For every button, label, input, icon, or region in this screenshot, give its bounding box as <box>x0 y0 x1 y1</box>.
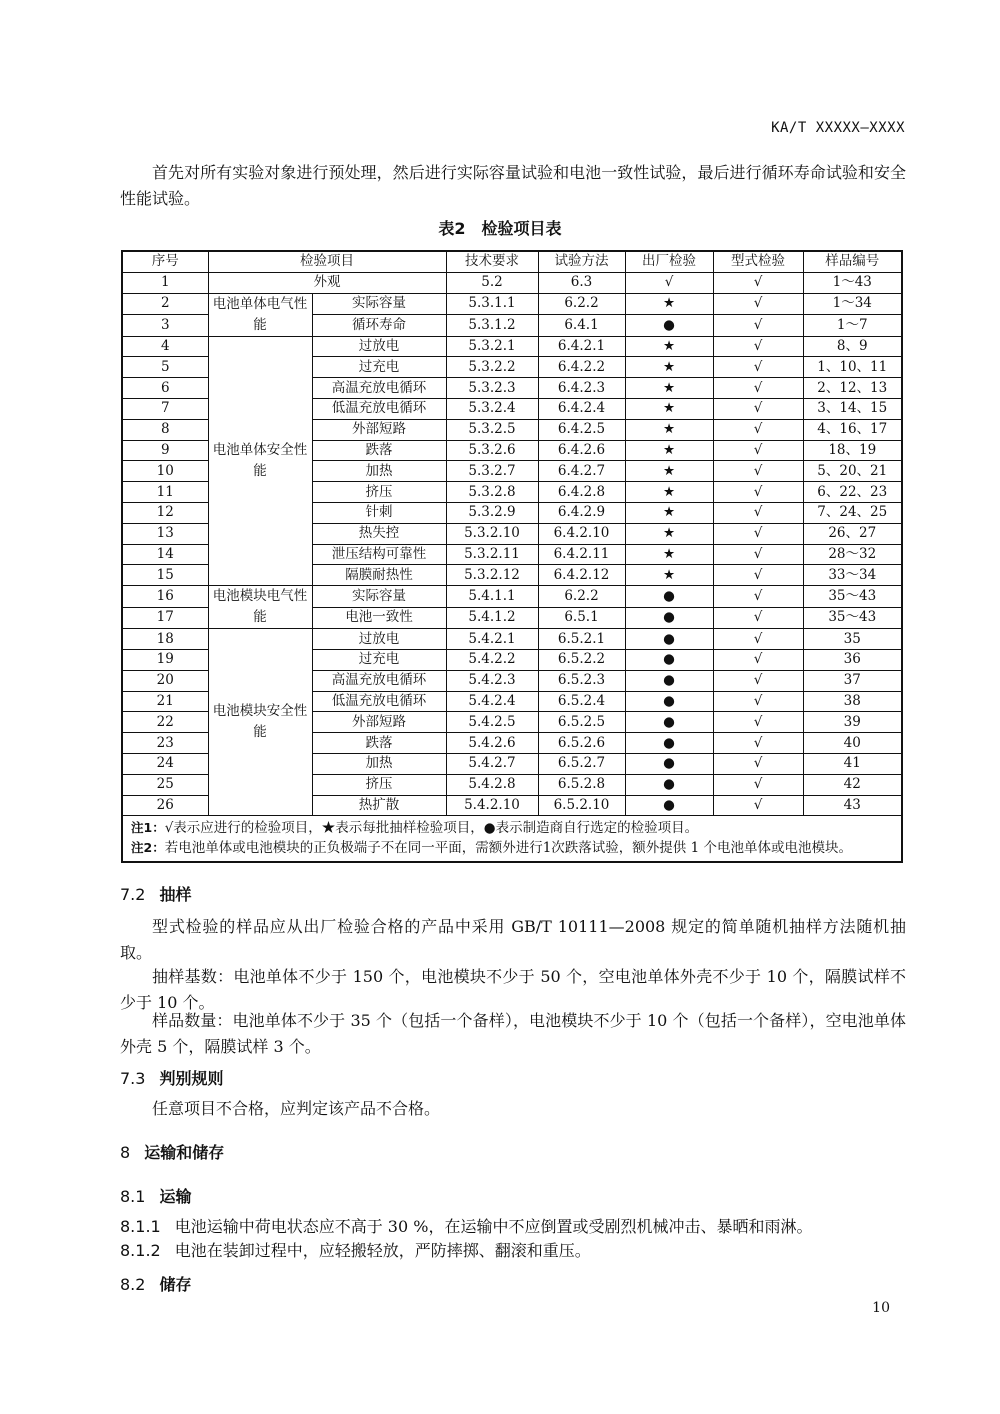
note-1: 注1：√表示应进行的检验项目，★表示每批抽样检验项目，●表示制造商自行选定的检验项目。 <box>131 820 699 837</box>
type-inspection: √ <box>713 293 803 315</box>
type-inspection: √ <box>713 629 803 650</box>
type-inspection: √ <box>713 774 803 795</box>
note-2: 注2：若电池单体或电池模块的正负极端子不在同一平面，需额外进行1次跌落试验，额外提供 1 个电池单体或电池模块。 <box>131 840 852 857</box>
type-inspection: √ <box>713 461 803 482</box>
row-number: 20 <box>122 670 208 691</box>
method: 6.3 <box>538 272 625 293</box>
section-8-2-heading: 8.2 储存 <box>120 1275 192 1294</box>
requirement: 5.3.2.8 <box>446 482 538 503</box>
requirement: 5.3.2.2 <box>446 357 538 378</box>
factory-inspection: ● <box>625 774 713 795</box>
type-inspection: √ <box>713 482 803 503</box>
method: 6.4.2.11 <box>538 544 625 565</box>
inspection-item: 挤压 <box>312 482 446 503</box>
row-number: 18 <box>122 629 208 650</box>
factory-inspection: ● <box>625 670 713 691</box>
inspection-item: 低温充放电循环 <box>312 398 446 419</box>
section-8-heading: 8 运输和储存 <box>120 1143 225 1162</box>
requirement: 5.3.2.11 <box>446 544 538 565</box>
table-row <box>122 272 902 293</box>
inspection-items-table <box>121 250 903 863</box>
sample-numbers: 18、19 <box>803 440 902 461</box>
header-type-inspection: 型式检验 <box>713 251 803 272</box>
section-7-2-paragraph-1: 型式检验的样品应从出厂检验合格的产品中采用 GB/T 10111—2008 规定的简单随机抽样方法随机抽取。 <box>120 917 906 962</box>
sample-numbers: 1～43 <box>803 272 902 293</box>
section-7-2-paragraph-3: 样品数量：电池单体不少于 35 个（包括一个备样），电池模块不少于 10 个（包括一个备样），空电池单体外壳 5 个，隔膜试样 3 个。 <box>120 1011 906 1056</box>
factory-inspection: ● <box>625 733 713 754</box>
factory-inspection: ● <box>625 315 713 337</box>
factory-inspection: ● <box>625 691 713 712</box>
factory-inspection: ● <box>625 586 713 608</box>
method: 6.5.2.5 <box>538 712 625 733</box>
header-factory-inspection: 出厂检验 <box>625 251 713 272</box>
method: 6.5.2.1 <box>538 629 625 650</box>
inspection-item: 低温充放电循环 <box>312 691 446 712</box>
sample-numbers: 36 <box>803 649 902 670</box>
row-number: 12 <box>122 502 208 523</box>
type-inspection: √ <box>713 733 803 754</box>
type-inspection: √ <box>713 544 803 565</box>
inspection-item: 外观 <box>208 272 446 293</box>
inspection-item: 高温充放电循环 <box>312 378 446 399</box>
method: 6.5.1 <box>538 607 625 629</box>
row-number: 9 <box>122 440 208 461</box>
inspection-item: 挤压 <box>312 774 446 795</box>
inspection-item: 实际容量 <box>312 293 446 315</box>
row-number: 17 <box>122 607 208 629</box>
requirement: 5.3.2.10 <box>446 523 538 544</box>
section-7-2-heading: 7.2 抽样 <box>120 885 192 904</box>
section-7-3-heading: 7.3 判别规则 <box>120 1069 224 1088</box>
method: 6.5.2.3 <box>538 670 625 691</box>
method: 6.5.2.4 <box>538 691 625 712</box>
inspection-item: 高温充放电循环 <box>312 670 446 691</box>
requirement: 5.4.2.4 <box>446 691 538 712</box>
inspection-group: 电池单体安全性能 <box>208 336 312 586</box>
row-number: 3 <box>122 315 208 337</box>
factory-inspection: ★ <box>625 523 713 544</box>
header-method: 试验方法 <box>538 251 625 272</box>
section-8-1-heading: 8.1 运输 <box>120 1187 192 1206</box>
factory-inspection: ★ <box>625 502 713 523</box>
method: 6.4.2.8 <box>538 482 625 503</box>
method: 6.2.2 <box>538 293 625 315</box>
type-inspection: √ <box>713 272 803 293</box>
table-row <box>122 586 902 608</box>
row-number: 5 <box>122 357 208 378</box>
section-7-3-paragraph: 任意项目不合格，应判定该产品不合格。 <box>152 1099 441 1118</box>
factory-inspection: ● <box>625 607 713 629</box>
sample-numbers: 26、27 <box>803 523 902 544</box>
inspection-item: 热扩散 <box>312 795 446 816</box>
inspection-item: 过放电 <box>312 629 446 650</box>
inspection-item: 过充电 <box>312 649 446 670</box>
type-inspection: √ <box>713 586 803 608</box>
row-number: 7 <box>122 398 208 419</box>
type-inspection: √ <box>713 315 803 337</box>
method: 6.4.2.12 <box>538 565 625 586</box>
type-inspection: √ <box>713 712 803 733</box>
header-sample-numbers: 样品编号 <box>803 251 902 272</box>
method: 6.4.2.9 <box>538 502 625 523</box>
row-number: 22 <box>122 712 208 733</box>
table-notes <box>122 816 902 863</box>
type-inspection: √ <box>713 502 803 523</box>
inspection-item: 加热 <box>312 753 446 774</box>
header-requirement: 技术要求 <box>446 251 538 272</box>
factory-inspection: ★ <box>625 565 713 586</box>
inspection-group: 电池模块安全性能 <box>208 629 312 816</box>
type-inspection: √ <box>713 649 803 670</box>
inspection-item: 针刺 <box>312 502 446 523</box>
document-code: KA/T XXXXX—XXXX <box>771 120 905 136</box>
factory-inspection: ★ <box>625 482 713 503</box>
header-item: 检验项目 <box>208 251 446 272</box>
sample-numbers: 1～34 <box>803 293 902 315</box>
sample-numbers: 2、12、13 <box>803 378 902 399</box>
method: 6.4.1 <box>538 315 625 337</box>
method: 6.2.2 <box>538 586 625 608</box>
row-number: 10 <box>122 461 208 482</box>
factory-inspection: ★ <box>625 378 713 399</box>
factory-inspection: ● <box>625 753 713 774</box>
row-number: 4 <box>122 336 208 357</box>
method: 6.4.2.5 <box>538 419 625 440</box>
sample-numbers: 1、10、11 <box>803 357 902 378</box>
method: 6.4.2.4 <box>538 398 625 419</box>
requirement: 5.3.2.12 <box>446 565 538 586</box>
inspection-item: 跌落 <box>312 733 446 754</box>
sample-numbers: 35～43 <box>803 607 902 629</box>
method: 6.5.2.7 <box>538 753 625 774</box>
sample-numbers: 4、16、17 <box>803 419 902 440</box>
method: 6.4.2.10 <box>538 523 625 544</box>
sample-numbers: 28～32 <box>803 544 902 565</box>
requirement: 5.4.2.6 <box>446 733 538 754</box>
sample-numbers: 5、20、21 <box>803 461 902 482</box>
factory-inspection: ● <box>625 712 713 733</box>
factory-inspection: ★ <box>625 357 713 378</box>
row-number: 16 <box>122 586 208 608</box>
clause-8-1-2: 8.1.2 电池在装卸过程中，应轻搬轻放，严防摔掷、翻滚和重压。 <box>120 1241 591 1260</box>
type-inspection: √ <box>713 565 803 586</box>
requirement: 5.4.2.5 <box>446 712 538 733</box>
inspection-item: 循环寿命 <box>312 315 446 337</box>
inspection-item: 热失控 <box>312 523 446 544</box>
sample-numbers: 1～7 <box>803 315 902 337</box>
inspection-item: 电池一致性 <box>312 607 446 629</box>
row-number: 24 <box>122 753 208 774</box>
sample-numbers: 42 <box>803 774 902 795</box>
table-notes-row <box>122 816 902 863</box>
row-number: 1 <box>122 272 208 293</box>
page-number: 10 <box>872 1300 890 1316</box>
type-inspection: √ <box>713 670 803 691</box>
inspection-item: 过放电 <box>312 336 446 357</box>
requirement: 5.3.2.7 <box>446 461 538 482</box>
method: 6.4.2.7 <box>538 461 625 482</box>
type-inspection: √ <box>713 795 803 816</box>
method: 6.5.2.10 <box>538 795 625 816</box>
factory-inspection: ★ <box>625 461 713 482</box>
requirement: 5.4.2.10 <box>446 795 538 816</box>
row-number: 6 <box>122 378 208 399</box>
method: 6.4.2.1 <box>538 336 625 357</box>
type-inspection: √ <box>713 336 803 357</box>
requirement: 5.4.1.1 <box>446 586 538 608</box>
requirement: 5.4.2.8 <box>446 774 538 795</box>
requirement: 5.4.2.7 <box>446 753 538 774</box>
sample-numbers: 39 <box>803 712 902 733</box>
method: 6.4.2.6 <box>538 440 625 461</box>
factory-inspection: ● <box>625 629 713 650</box>
table-header-row <box>122 251 902 272</box>
inspection-item: 隔膜耐热性 <box>312 565 446 586</box>
factory-inspection: ★ <box>625 544 713 565</box>
factory-inspection: ● <box>625 795 713 816</box>
table-row <box>122 293 902 315</box>
requirement: 5.4.2.1 <box>446 629 538 650</box>
sample-numbers: 7、24、25 <box>803 502 902 523</box>
sample-numbers: 40 <box>803 733 902 754</box>
requirement: 5.3.1.2 <box>446 315 538 337</box>
type-inspection: √ <box>713 440 803 461</box>
row-number: 2 <box>122 293 208 315</box>
factory-inspection: ● <box>625 649 713 670</box>
requirement: 5.3.2.1 <box>446 336 538 357</box>
sample-numbers: 37 <box>803 670 902 691</box>
inspection-item: 实际容量 <box>312 586 446 608</box>
sample-numbers: 8、9 <box>803 336 902 357</box>
factory-inspection: ★ <box>625 293 713 315</box>
row-number: 26 <box>122 795 208 816</box>
clause-8-1-1: 8.1.1 电池运输中荷电状态应不高于 30 %，在运输中不应倒置或受剧烈机械冲击、暴晒和雨淋。 <box>120 1217 813 1236</box>
row-number: 14 <box>122 544 208 565</box>
requirement: 5.3.2.4 <box>446 398 538 419</box>
type-inspection: √ <box>713 357 803 378</box>
requirement: 5.3.2.9 <box>446 502 538 523</box>
requirement: 5.3.1.1 <box>446 293 538 315</box>
type-inspection: √ <box>713 378 803 399</box>
method: 6.5.2.6 <box>538 733 625 754</box>
inspection-item: 过充电 <box>312 357 446 378</box>
factory-inspection: ★ <box>625 336 713 357</box>
inspection-item: 泄压结构可靠性 <box>312 544 446 565</box>
sample-numbers: 6、22、23 <box>803 482 902 503</box>
method: 6.4.2.3 <box>538 378 625 399</box>
method: 6.4.2.2 <box>538 357 625 378</box>
row-number: 8 <box>122 419 208 440</box>
inspection-group: 电池模块电气性能 <box>208 586 312 629</box>
method: 6.5.2.2 <box>538 649 625 670</box>
type-inspection: √ <box>713 691 803 712</box>
row-number: 21 <box>122 691 208 712</box>
sample-numbers: 3、14、15 <box>803 398 902 419</box>
table-row <box>122 336 902 357</box>
intro-paragraph: 首先对所有实验对象进行预处理，然后进行实际容量试验和电池一致性试验，最后进行循环寿命试验和安全性能试验。 <box>120 163 906 208</box>
row-number: 25 <box>122 774 208 795</box>
sample-numbers: 35～43 <box>803 586 902 608</box>
requirement: 5.3.2.3 <box>446 378 538 399</box>
row-number: 19 <box>122 649 208 670</box>
inspection-item: 加热 <box>312 461 446 482</box>
type-inspection: √ <box>713 607 803 629</box>
requirement: 5.4.2.2 <box>446 649 538 670</box>
inspection-item: 外部短路 <box>312 712 446 733</box>
type-inspection: √ <box>713 753 803 774</box>
sample-numbers: 35 <box>803 629 902 650</box>
sample-numbers: 33～34 <box>803 565 902 586</box>
section-7-2-paragraph-2: 抽样基数：电池单体不少于 150 个，电池模块不少于 50 个，空电池单体外壳不少于 10 个，隔膜试样不少于 10 个。 <box>120 967 906 1012</box>
requirement: 5.4.2.3 <box>446 670 538 691</box>
inspection-group: 电池单体电气性能 <box>208 293 312 336</box>
inspection-item: 外部短路 <box>312 419 446 440</box>
row-number: 11 <box>122 482 208 503</box>
type-inspection: √ <box>713 523 803 544</box>
requirement: 5.2 <box>446 272 538 293</box>
factory-inspection: ★ <box>625 398 713 419</box>
table-row <box>122 629 902 650</box>
table-title: 表2 检验项目表 <box>438 219 562 238</box>
sample-numbers: 38 <box>803 691 902 712</box>
requirement: 5.3.2.5 <box>446 419 538 440</box>
inspection-item: 跌落 <box>312 440 446 461</box>
factory-inspection: ★ <box>625 419 713 440</box>
row-number: 15 <box>122 565 208 586</box>
row-number: 23 <box>122 733 208 754</box>
method: 6.5.2.8 <box>538 774 625 795</box>
type-inspection: √ <box>713 419 803 440</box>
factory-inspection: √ <box>625 272 713 293</box>
requirement: 5.4.1.2 <box>446 607 538 629</box>
header-no: 序号 <box>122 251 208 272</box>
sample-numbers: 41 <box>803 753 902 774</box>
row-number: 13 <box>122 523 208 544</box>
factory-inspection: ★ <box>625 440 713 461</box>
type-inspection: √ <box>713 398 803 419</box>
sample-numbers: 43 <box>803 795 902 816</box>
requirement: 5.3.2.6 <box>446 440 538 461</box>
